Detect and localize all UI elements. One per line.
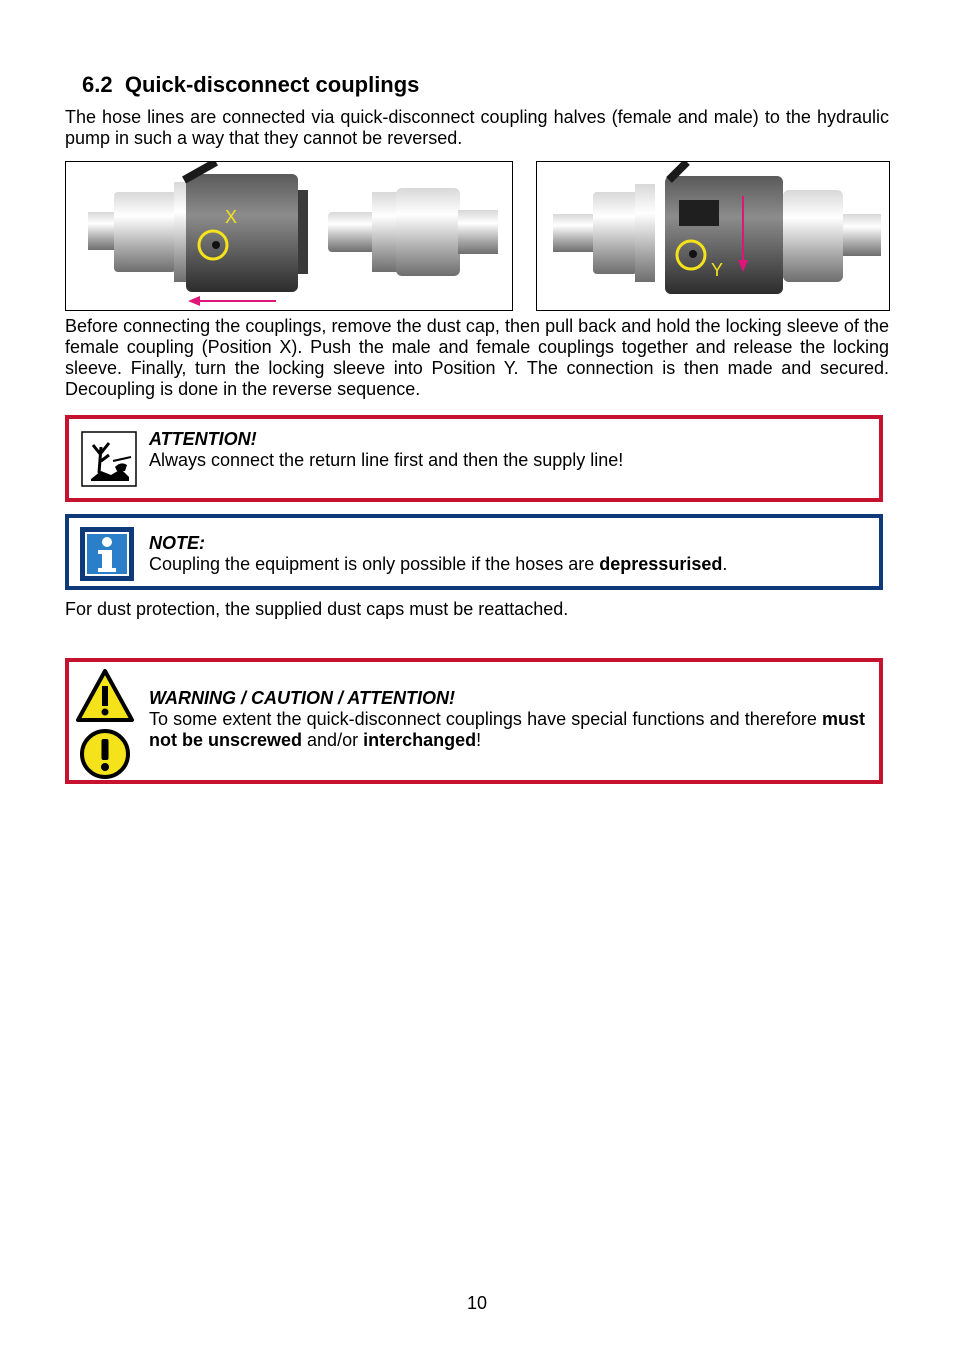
warning-text-1: To some extent the quick-disconnect couplings have special functions and therefore bbox=[149, 709, 822, 729]
section-title: Quick-disconnect couplings bbox=[124, 72, 420, 97]
note-text-after: . bbox=[722, 554, 728, 574]
environment-hazard-icon bbox=[81, 431, 137, 487]
warning-box bbox=[65, 658, 883, 784]
instructions-paragraph: Before connecting the couplings, remove the dust cap, then pull back and hold the locking sleeve of the female coupling (Position X). Push the male and female couplings together and release the locking sleeve. Finally, turn the locking sleeve into Position Y. The connection is then made and secured. Decoupling is done in the reverse sequence. bbox=[65, 316, 889, 399]
coupling-y-illustration bbox=[537, 162, 889, 310]
position-x-label: X bbox=[225, 207, 238, 227]
attention-text-block bbox=[149, 429, 865, 471]
attention-title: ATTENTION! bbox=[149, 429, 257, 449]
warning-bold-2: interchanged bbox=[363, 730, 477, 750]
note-title: NOTE: bbox=[149, 533, 205, 553]
attention-box bbox=[65, 415, 883, 502]
dust-protection-paragraph: For dust protection, the supplied dust caps must be reattached. bbox=[65, 599, 569, 619]
section-number: 6.2 bbox=[82, 72, 113, 97]
note-box bbox=[65, 514, 883, 590]
warning-title: WARNING / CAUTION / ATTENTION! bbox=[149, 688, 455, 708]
info-icon bbox=[79, 526, 135, 582]
coupling-x-illustration bbox=[66, 162, 512, 310]
warning-text-3: ! bbox=[476, 730, 482, 750]
exclamation-circle-icon bbox=[79, 728, 131, 780]
coupling-photo-position-x bbox=[65, 161, 513, 311]
warning-text-block bbox=[149, 688, 865, 751]
intro-paragraph: The hose lines are connected via quick-disconnect coupling halves (female and male) to the hydraulic pump in such a way that they cannot be reversed. bbox=[65, 107, 889, 148]
note-text-bold: depressurised bbox=[599, 554, 723, 574]
position-y-label: Y bbox=[711, 260, 724, 280]
note-text-before: Coupling the equipment is only possible if the hoses are bbox=[149, 554, 600, 574]
warning-text-2: and/or bbox=[302, 730, 364, 750]
warning-triangle-icon bbox=[75, 668, 135, 724]
page-number: 10 bbox=[466, 1293, 488, 1313]
attention-text: Always connect the return line first and then the supply line! bbox=[149, 450, 624, 470]
coupling-photo-position-y bbox=[536, 161, 890, 311]
warning-bold-1: must not be unscrewed bbox=[149, 709, 865, 750]
section-heading bbox=[82, 72, 419, 98]
note-text-block bbox=[149, 533, 865, 575]
